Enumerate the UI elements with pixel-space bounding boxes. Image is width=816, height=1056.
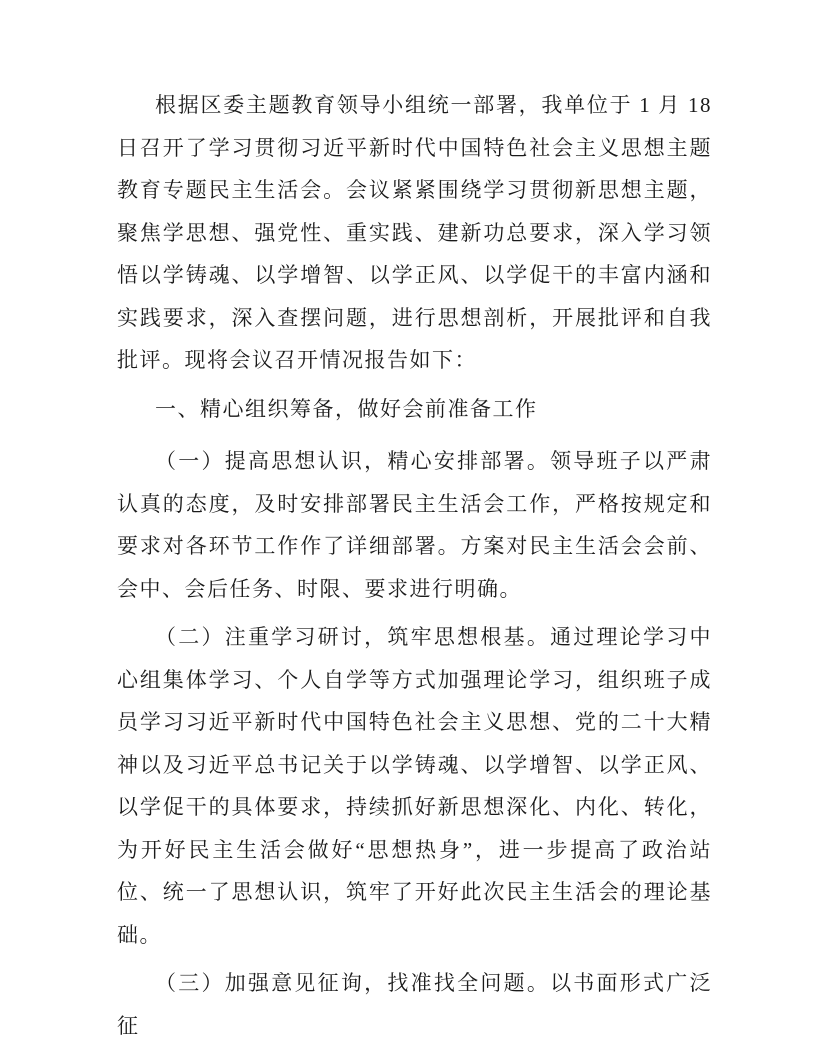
paragraph-item-3: （三）加强意见征询，找准找全问题。以书面形式广泛征 xyxy=(117,971,712,1038)
section-heading: 一、精心组织筹备，做好会前准备工作 xyxy=(155,396,538,421)
paragraph-intro: 根据区委主题教育领导小组统一部署，我单位于 1 月 18 日召开了学习贯彻习近平新时代中国特色社会主义思想主题教育专题民主生活会。会议紧紧围绕学习贯彻新思想主题，聚焦学思想、强党性、重实践、建新功总要求，深入学习领悟以学铸魂、以学增智、以学正风、以学促干的丰富内涵和实践要求，深入查摆问题，进行思想剖析，开展批评和自我批评。现将会议召开情况报告如下： xyxy=(117,93,712,372)
paragraph-item-1: （一）提高思想认识，精心安排部署。领导班子以严肃认真的态度，及时安排部署民主生活会工作，严格按规定和要求对各环节工作作了详细部署。方案对民主生活会会前、会中、会后任务、时限、要求进行明确。 xyxy=(117,449,712,601)
paragraph-item-2: （二）注重学习研讨，筑牢思想根基。通过理论学习中心组集体学习、个人自学等方式加强理论学习，组织班子成员学习习近平新时代中国特色社会主义思想、党的二十大精神以及习近平总书记关于以学铸魂、以学增智、以学正风、以学促干的具体要求，持续抓好新思想深化、内化、转化，为开好民主生活会做好“思想热身”，进一步提高了政治站位、统一了思想认识，筑牢了开好此次民主生活会的理论基础。 xyxy=(117,625,712,947)
